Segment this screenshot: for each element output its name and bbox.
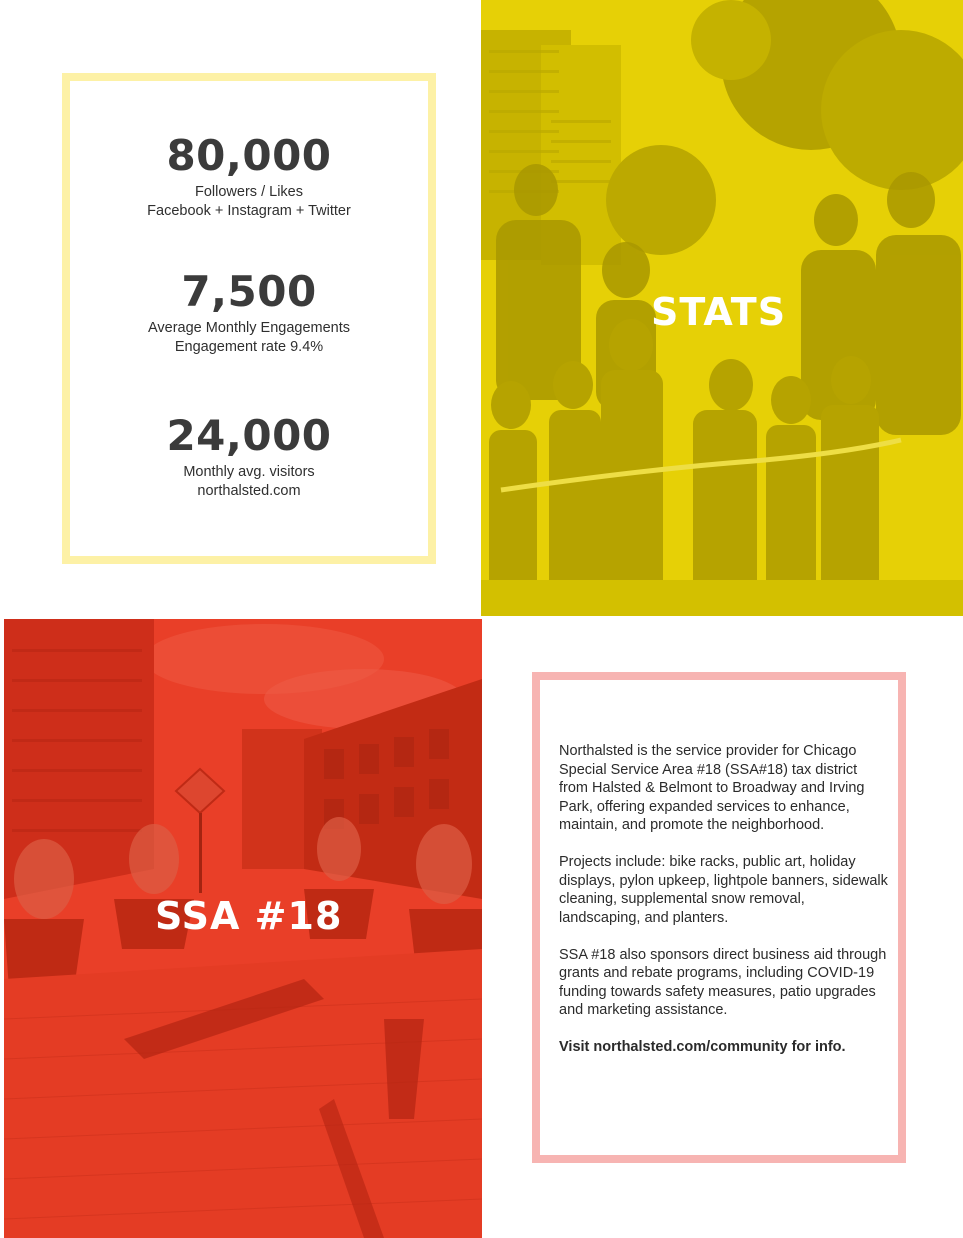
stats-card: [62, 73, 436, 564]
stats-photo: [481, 0, 963, 616]
info-paragraph-projects: Projects include: bike racks, public art, holiday displays, pylon upkeep, lightpole banners, sidewalk cleaning, supplemental snow removal, landscaping, and planters.: [559, 854, 888, 926]
ssa-info-text: [559, 742, 889, 1075]
info-paragraph-provider: Northalsted is the service provider for Chicago Special Service Area #18 (SSA#18) tax district from Halsted & Belmont to Broadway and Irving Park, offering expanded services to enhance, maintain, and promote the neighborhood.: [559, 743, 865, 833]
stat-value: 24,000: [166, 411, 332, 460]
stat-value: 80,000: [166, 131, 332, 180]
ssa-photo: [4, 619, 482, 1238]
stat-label: Followers / Likes: [195, 184, 303, 200]
info-paragraph-aid: SSA #18 also sponsors direct business aid through grants and rebate programs, including COVID-19 funding towards safety measures, patio upgrades and marketing assistance.: [559, 946, 887, 1018]
stat-value: 7,500: [181, 267, 317, 316]
stat-visitors: [70, 413, 428, 500]
stat-sublabel: Engagement rate 9.4%: [174, 338, 324, 355]
stat-engagements: [70, 269, 428, 356]
stat-label: Average Monthly Engagements: [147, 320, 351, 336]
stat-sublabel: northalsted.com: [197, 482, 301, 499]
stats-title: STATS: [651, 290, 787, 334]
stat-label: Monthly avg. visitors: [183, 464, 315, 480]
ssa-title: SSA #18: [155, 894, 343, 938]
stat-followers: [70, 133, 428, 220]
info-cta-link[interactable]: Visit northalsted.com/community for info.: [559, 1039, 846, 1055]
ssa-info-card: [532, 672, 906, 1163]
stat-sublabel: Facebook + Instagram + Twitter: [147, 202, 351, 219]
